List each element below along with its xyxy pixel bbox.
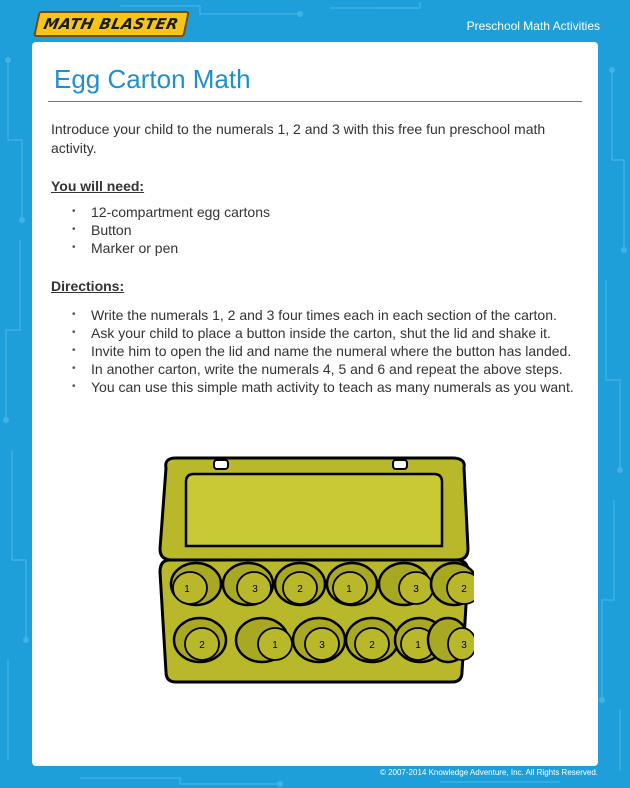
egg-cup-number: 3 xyxy=(461,640,467,651)
list-item: • In another carton, write the numerals 4, 5 and 6 and repeat the above steps. xyxy=(72,360,574,378)
egg-cup-number: 2 xyxy=(297,584,303,595)
egg-cup xyxy=(171,563,221,605)
copyright-notice: © 2007-2014 Knowledge Adventure, Inc. All Rights Reserved. xyxy=(379,768,598,777)
intro-paragraph: Introduce your child to the numerals 1, 2 and 3 with this free fun preschool math activity. xyxy=(51,121,546,156)
list-item: • 12-compartment egg cartons xyxy=(72,203,270,221)
egg-cup xyxy=(431,563,474,605)
directions-heading: Directions: xyxy=(51,278,125,294)
needs-heading: You will need: xyxy=(51,178,145,194)
egg-cup-number: 1 xyxy=(346,584,352,595)
egg-cup xyxy=(327,563,377,605)
egg-cup-number: 1 xyxy=(415,640,421,651)
worksheet-card xyxy=(32,42,598,766)
egg-cup-number: 3 xyxy=(252,584,258,595)
egg-cup xyxy=(223,563,273,605)
needs-list xyxy=(72,203,270,257)
list-item: • Write the numerals 1, 2 and 3 four times each in each section of the carton. xyxy=(72,306,574,324)
egg-cup-number: 2 xyxy=(369,640,375,651)
list-item: • You can use this simple math activity to teach as many numerals as you want. xyxy=(72,378,574,396)
page-title: Egg Carton Math xyxy=(54,64,251,94)
egg-cup-number: 3 xyxy=(413,584,419,595)
list-item: • Button xyxy=(72,221,270,239)
egg-cups-bottom-row xyxy=(174,618,474,662)
egg-cup-number: 1 xyxy=(184,584,190,595)
egg-cup-number: 2 xyxy=(199,640,205,651)
egg-cup-number: 1 xyxy=(272,640,278,651)
list-item: • Marker or pen xyxy=(72,239,270,257)
egg-cup xyxy=(346,618,398,662)
title-divider xyxy=(48,101,582,102)
egg-cup xyxy=(174,618,226,662)
list-item: • Invite him to open the lid and name the numeral where the button has landed. xyxy=(72,342,574,360)
egg-carton-illustration xyxy=(154,454,474,689)
egg-cup xyxy=(275,563,325,605)
egg-cup xyxy=(428,618,474,662)
egg-cup-number: 3 xyxy=(319,640,325,651)
header-section-title: Preschool Math Activities xyxy=(466,19,600,33)
math-blaster-logo[interactable]: MATH BLASTER xyxy=(33,11,189,37)
egg-cup-number: 2 xyxy=(461,584,467,595)
directions-list xyxy=(72,306,574,396)
egg-cup xyxy=(293,618,345,662)
list-item: • Ask your child to place a button inside the carton, shut the lid and shake it. xyxy=(72,324,574,342)
